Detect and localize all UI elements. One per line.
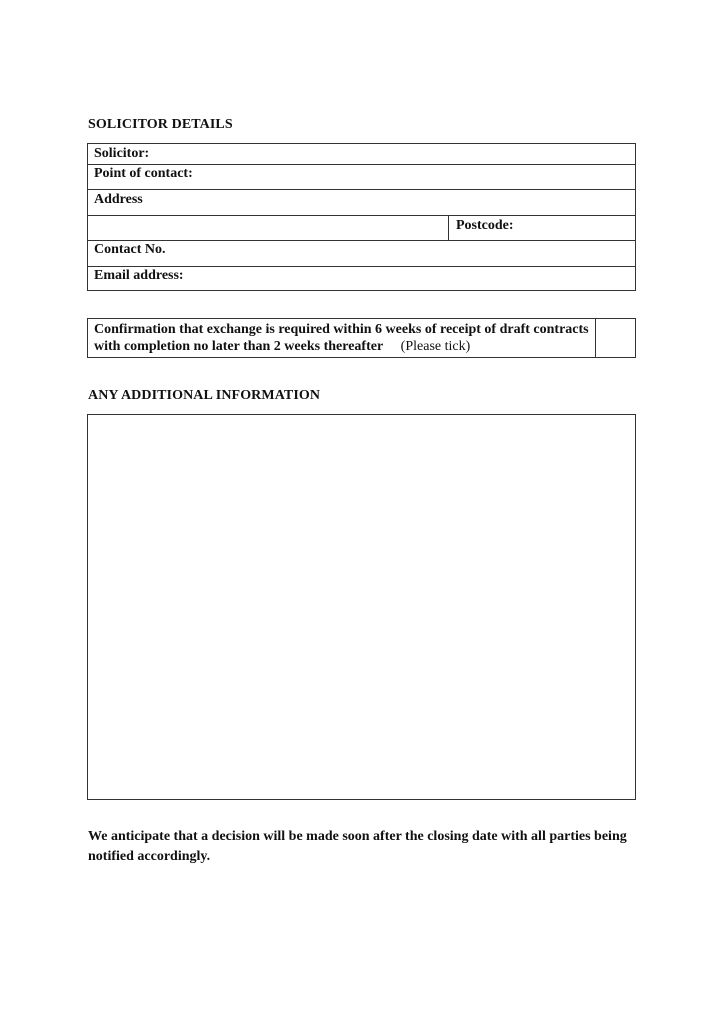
- solicitor-details-heading: SOLICITOR DETAILS: [88, 117, 233, 132]
- postcode-divider: [448, 215, 449, 240]
- please-tick-note: (Please tick): [400, 339, 471, 354]
- solicitor-details-table: [87, 143, 636, 291]
- closing-note: We anticipate that a decision will be made soon after the closing date with all parties being notified accordingly.: [88, 829, 627, 864]
- row-divider: [88, 215, 635, 216]
- tick-box[interactable]: [595, 319, 636, 357]
- additional-information-heading: ANY ADDITIONAL INFORMATION: [88, 388, 321, 403]
- contact-no-label: Contact No.: [94, 242, 166, 257]
- additional-information-box[interactable]: [87, 414, 636, 800]
- exchange-confirmation-box: [87, 318, 636, 358]
- postcode-label: Postcode:: [456, 218, 514, 233]
- email-address-label: Email address:: [94, 268, 184, 283]
- solicitor-label: Solicitor:: [94, 146, 150, 161]
- row-divider: [88, 164, 635, 165]
- row-divider: [88, 240, 635, 241]
- exchange-confirmation-text: [94, 321, 594, 355]
- confirmation-statement: Confirmation that exchange is required within 6 weeks of receipt of draft contracts with completion no later than 2 weeks thereafter: [94, 322, 589, 354]
- address-label: Address: [94, 192, 143, 207]
- row-divider: [88, 266, 635, 267]
- point-of-contact-label: Point of contact:: [94, 166, 193, 181]
- row-divider: [88, 189, 635, 190]
